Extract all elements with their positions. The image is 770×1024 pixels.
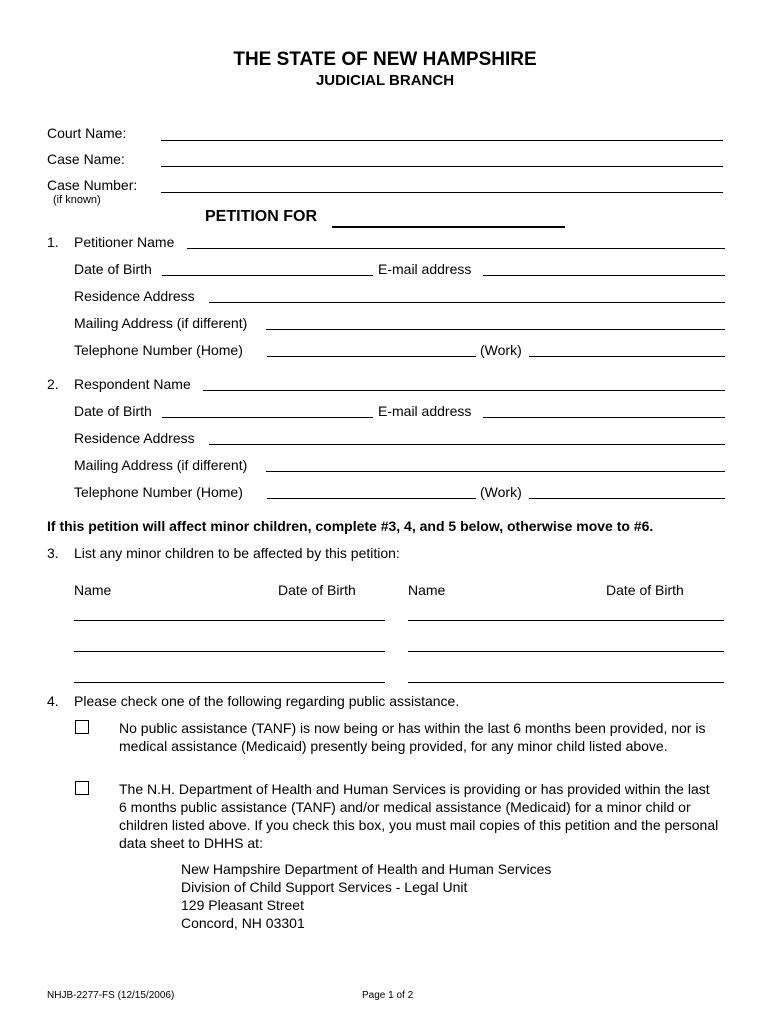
- child-row-1-right-field[interactable]: [408, 620, 724, 621]
- child-row-2-left-field[interactable]: [74, 651, 385, 652]
- dhhs-assistance-text: The N.H. Department of Health and Human Services is providing or has provided within the last 6 months public assistance (TANF) and/or medical assistance (Medicaid) for a minor child or children listed above. If you check this box, you must mail copies of this petition and the personal data sheet to DHHS at:: [119, 781, 719, 851]
- respondent-phone-work-field[interactable]: [529, 498, 725, 499]
- child-row-3-right-field[interactable]: [408, 682, 724, 683]
- petitioner-residence-label: Residence Address: [74, 288, 195, 304]
- children-col-dob-1: Date of Birth: [278, 582, 356, 598]
- respondent-dob-field[interactable]: [162, 417, 373, 418]
- dhhs-address-line-4: Concord, NH 03301: [181, 915, 305, 931]
- child-row-1-left-field[interactable]: [74, 620, 385, 621]
- dhhs-address-line-2: Division of Child Support Services - Legal Unit: [181, 879, 468, 895]
- minor-children-instruction: If this petition will affect minor children, complete #3, 4, and 5 below, otherwise move to #6.: [47, 518, 654, 534]
- child-row-2-right-field[interactable]: [408, 651, 724, 652]
- page-title: THE STATE OF NEW HAMPSHIRE: [233, 49, 537, 70]
- page-number: Page 1 of 2: [362, 990, 414, 1001]
- petitioner-mailing-field[interactable]: [266, 329, 725, 330]
- respondent-phone-home-label: Telephone Number (Home): [74, 484, 243, 500]
- respondent-phone-work-label: (Work): [480, 484, 522, 500]
- petitioner-phone-work-label: (Work): [480, 342, 522, 358]
- petitioner-dob-label: Date of Birth: [74, 261, 152, 277]
- page-subtitle: JUDICIAL BRANCH: [315, 72, 455, 89]
- child-row-3-left-field[interactable]: [74, 682, 385, 683]
- respondent-dob-label: Date of Birth: [74, 403, 152, 419]
- section-2-number: 2.: [47, 376, 59, 392]
- petitioner-name-field[interactable]: [187, 248, 725, 249]
- case-name-label: Case Name:: [47, 151, 125, 167]
- respondent-name-field[interactable]: [203, 390, 725, 391]
- dhhs-address-line-1: New Hampshire Department of Health and Human Services: [181, 861, 552, 877]
- section-3-text: List any minor children to be affected by this petition:: [74, 545, 400, 561]
- dhhs-address-line-3: 129 Pleasant Street: [181, 897, 304, 913]
- respondent-name-label: Respondent Name: [74, 376, 191, 392]
- section-4-text: Please check one of the following regarding public assistance.: [74, 693, 460, 709]
- respondent-phone-home-field[interactable]: [267, 498, 476, 499]
- petitioner-name-label: Petitioner Name: [74, 234, 175, 250]
- section-1-number: 1.: [47, 234, 59, 250]
- respondent-residence-label: Residence Address: [74, 430, 195, 446]
- no-public-assistance-text: No public assistance (TANF) is now being or has within the last 6 months been provided, nor is medical assistance (Medicaid) presently being provided, for any minor child listed above.: [119, 720, 706, 754]
- case-number-label: Case Number:: [47, 177, 138, 193]
- form-id: NHJB-2277-FS (12/15/2006): [47, 990, 175, 1001]
- petitioner-email-label: E-mail address: [378, 261, 472, 277]
- children-col-name-1: Name: [74, 582, 112, 598]
- respondent-email-label: E-mail address: [378, 403, 472, 419]
- respondent-email-field[interactable]: [483, 417, 725, 418]
- petition-for-field[interactable]: [332, 226, 565, 228]
- children-col-dob-2: Date of Birth: [606, 582, 684, 598]
- petitioner-email-field[interactable]: [483, 275, 725, 276]
- petitioner-dob-field[interactable]: [162, 275, 373, 276]
- case-number-field[interactable]: [161, 192, 723, 193]
- respondent-mailing-field[interactable]: [266, 471, 725, 472]
- petitioner-residence-field[interactable]: [209, 302, 725, 303]
- petitioner-phone-work-field[interactable]: [529, 356, 725, 357]
- petitioner-mailing-label: Mailing Address (if different): [74, 315, 248, 331]
- petitioner-phone-home-label: Telephone Number (Home): [74, 342, 243, 358]
- dhhs-assistance-checkbox[interactable]: [75, 781, 89, 795]
- respondent-residence-field[interactable]: [209, 444, 725, 445]
- respondent-mailing-label: Mailing Address (if different): [74, 457, 248, 473]
- court-name-field[interactable]: [161, 140, 723, 141]
- children-col-name-2: Name: [408, 582, 446, 598]
- court-name-label: Court Name:: [47, 125, 127, 141]
- case-name-field[interactable]: [161, 166, 723, 167]
- petitioner-phone-home-field[interactable]: [267, 356, 476, 357]
- no-public-assistance-checkbox[interactable]: [75, 720, 89, 734]
- petition-for-label: PETITION FOR: [205, 208, 317, 225]
- section-3-number: 3.: [47, 545, 59, 561]
- case-number-note: (if known): [53, 194, 101, 206]
- section-4-number: 4.: [47, 693, 59, 709]
